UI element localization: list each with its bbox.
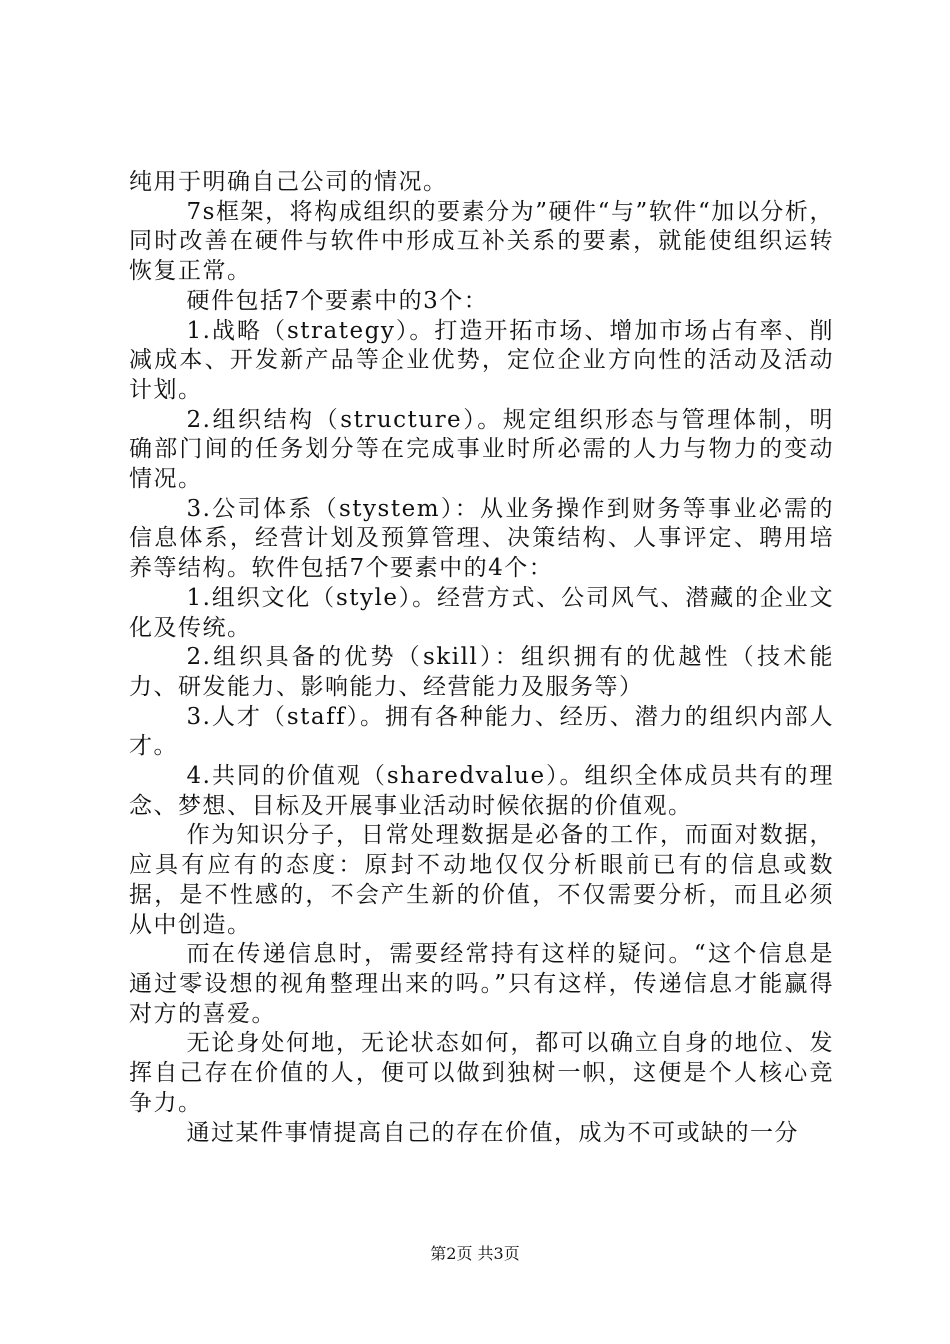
document-body [129,168,834,1148]
paragraph-shared-value: 4.共同的价值观（sharedvalue）。组织全体成员共有的理念、梦想、目标及开展事业活动时候依据的价值观。 [129,763,834,819]
paragraph-core-competence: 无论身处何地，无论状态如何，都可以确立自身的地位、发挥自己存在价值的人，便可以做到独树一帜，这便是个人核心竞争力。 [129,1030,834,1116]
paragraph-structure: 2.组织结构（structure）。规定组织形态与管理体制，明确部门间的任务划分等在完成事业时所必需的人力与物力的变动情况。 [129,406,834,493]
paragraph-strategy: 1.战略（strategy）。打造开拓市场、增加市场占有率、削减成本、开发新产品等企业优势，定位企业方向性的活动及活动计划。 [129,317,834,403]
paragraph-system: 3.公司体系（stystem）：从业务操作到财务等事业必需的信息体系，经营计划及预算管理、决策结构、人事评定、聘用培养等结构。软件包括7个要素中的4个： [129,495,834,582]
paragraph-staff: 3.人才（staff）。拥有各种能力、经历、潜力的组织内部人才。 [129,703,834,760]
paragraph-data-attitude: 作为知识分子，日常处理数据是必备的工作，而面对数据，应具有应有的态度：原封不动地仅仅分析眼前已有的信息或数据，是不性感的，不会产生新的价值，不仅需要分析，而且必须从中创造。 [129,822,834,938]
paragraph-style: 1.组织文化（style）。经营方式、公司风气、潜藏的企业文化及传统。 [129,584,834,641]
paragraph-skill: 2.组织具备的优势（skill）：组织拥有的优越性（技术能力、研发能力、影响能力、经营能力及服务等） [129,644,834,700]
paragraph-existence-value: 通过某件事情提高自己的存在价值，成为不可或缺的一分 [186,1119,799,1146]
paragraph-information-delivery: 而在传递信息时，需要经常持有这样的疑问。“这个信息是通过零设想的视角整理出来的吗。”只有这样，传递信息才能赢得对方的喜爱。 [129,941,834,1027]
paragraph-7s-framework: 7s框架，将构成组织的要素分为”硬件“与”软件“加以分析，同时改善在硬件与软件中形成互补关系的要素，就能使组织运转恢复正常。 [129,198,834,285]
paragraph-hardware-intro: 硬件包括7个要素中的3个： [186,287,489,314]
page-number-footer: 第2页 共3页 [430,1244,520,1263]
paragraph-continuation: 纯用于明确自己公司的情况。 [129,169,448,195]
